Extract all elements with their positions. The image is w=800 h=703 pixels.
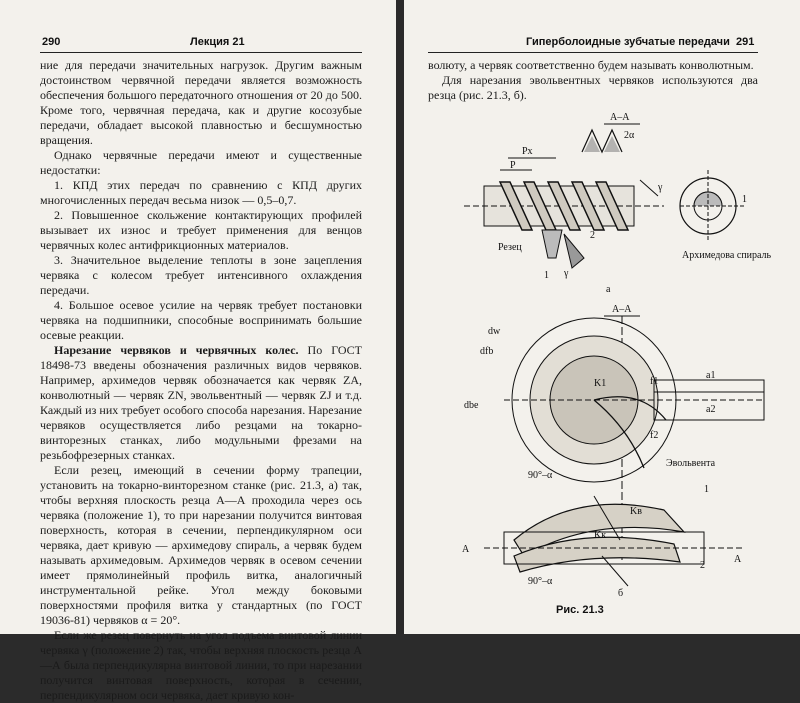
body-text xyxy=(428,58,758,103)
label-pitch: P xyxy=(510,160,516,171)
paragraph: Если же резец повернуть на угол подъема винтовой линии червяка γ (положение 2) так, чтобы верхняя плоскость резца А—А была перпендикулярна винтовой линии, то при нарезании получится винтовая поверхность, которая в сечении, перпендикулярном оси червяка, дает кривую кон- xyxy=(40,628,362,702)
label-pitch-x: Pх xyxy=(522,146,533,157)
label-angle-1: 90°–α xyxy=(528,470,553,481)
body-text xyxy=(40,58,362,703)
label-a1: a1 xyxy=(706,370,716,381)
label-involute: Эвольвента xyxy=(666,458,716,469)
label-one-a: 1 xyxy=(544,270,549,281)
header-rule xyxy=(40,52,362,53)
label-k1: K1 xyxy=(594,378,607,389)
sublabel-b: б xyxy=(618,588,624,599)
label-a2: a2 xyxy=(706,404,716,415)
left-page xyxy=(0,0,396,702)
label-dbe: dbe xyxy=(464,400,479,411)
label-f1: f1 xyxy=(650,376,659,387)
label-cutter: Резец xyxy=(498,242,522,253)
running-head: Гиперболоидные зубчатые передачи xyxy=(526,36,730,48)
paragraph: 2. Повышенное скольжение контактирующих профилей вызывает их износ и требует применения для венцов червячных колес антифрикционных материалов. xyxy=(40,208,362,252)
label-kr: Kк xyxy=(594,530,607,541)
paragraph: ние для передачи значительных нагрузок. Другим важным достоинством червячной передачи является возможность обеспечения большого передаточного отношения от 20 до 500. Кроме того, червячная передача, как и другие косозубые передачи, обладает высокой плавностью и бесшумностью вращения. xyxy=(40,58,362,147)
figure-b xyxy=(444,300,774,600)
label-gamma-2: γ xyxy=(564,268,569,279)
page-number: 291 xyxy=(736,36,755,48)
label-A-left: А xyxy=(462,544,470,555)
label-angle-2: 90°–α xyxy=(528,576,553,587)
paragraph: волюту, а червяк соответственно будем называть конволютным. xyxy=(428,58,754,72)
label-two-c: 2 xyxy=(700,560,705,571)
label-dw: dw xyxy=(488,326,501,337)
label-one-c: 1 xyxy=(704,484,709,495)
label-kb: Kв xyxy=(630,506,642,517)
figure-a xyxy=(444,108,774,294)
paragraph: 3. Значительное выделение теплоты в зоне зацепления червяка с колесом требует интенсивного охлаждения передачи. xyxy=(40,253,362,297)
label-two: 2 xyxy=(590,230,595,241)
right-page xyxy=(404,0,800,634)
figure-caption: Рис. 21.3 xyxy=(556,604,604,616)
paragraph: Однако червячные передачи имеют и существенные недостатки: xyxy=(40,148,362,177)
section-heading: Нарезание червяков и червячных колес. xyxy=(54,343,299,357)
label-angle-2alpha: 2α xyxy=(624,130,635,141)
label-gamma: γ xyxy=(658,182,663,193)
paragraph: Если резец, имеющий в сечении форму трапеции, установить на токарно-винторезном станке (рис. 21.3, а) так, чтобы верхняя плоскость резца А—А проходила через ось червяка (положение 1), то при нарезании получится винтовая поверхность, которая в сечении, перпендикулярном оси червяка, дает кривую — архимедову спираль, а червяк будем называть архимедовым. Архимедов червяк в осевом сечении имеет прямолинейный профиль витка, аналогичный инструментальной рейке. Угол между боковыми поверхностями профиля витка у стандартных (по ГОСТ 19036-81) червяков α = 20°. xyxy=(40,463,362,627)
label-dfb: dfb xyxy=(480,346,494,357)
label-section-a: А–А xyxy=(610,112,630,123)
paragraph: 1. КПД этих передач по сравнению с КПД других многочисленных передач весьма низок — 0,5–0,7. xyxy=(40,178,362,207)
sublabel-a: а xyxy=(606,284,611,295)
header-rule xyxy=(428,52,758,53)
label-one-b: 1 xyxy=(742,194,747,205)
paragraph: 4. Большое осевое усилие на червяк требует постановки червяка на подшипники, способные воспринимать большие осевые реакции. xyxy=(40,298,362,342)
label-section-b: А–А xyxy=(612,304,632,315)
paragraph-text: По ГОСТ 18498-73 введены обозначения различных видов червяков. Например, архимедов червяк обозначается как червяк ZA, конволютный — червяк ZN, эвольвентный — червяк ZJ и т.д. Каждый из них требует особого способа нарезания. Нарезание червяков осуществляется либо резцами на токарно-винторезных станках, либо модульными фрезами на резьбофрезерных станках. xyxy=(40,343,362,462)
running-head: Лекция 21 xyxy=(190,36,245,48)
label-A-right: А xyxy=(734,554,742,565)
label-f2: f2 xyxy=(650,430,659,441)
paragraph: Для нарезания эвольвентных червяков используются два резца (рис. 21.3, б). xyxy=(428,73,758,102)
label-spiral: Архимедова спираль xyxy=(682,250,772,261)
paragraph xyxy=(40,343,362,463)
book-gutter xyxy=(396,0,404,634)
page-number: 290 xyxy=(42,36,61,48)
